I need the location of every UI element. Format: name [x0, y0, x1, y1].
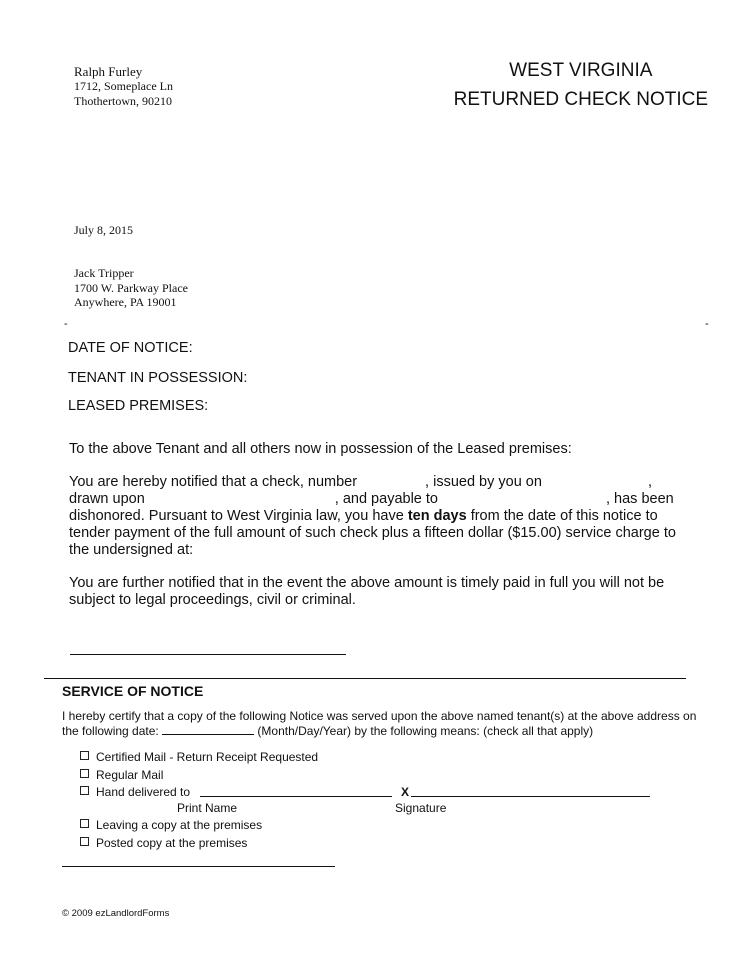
- checkbox-regular-mail[interactable]: [80, 769, 89, 778]
- checkbox-certified-mail[interactable]: [80, 751, 89, 760]
- p1-text-c: ,: [647, 474, 652, 490]
- p1-text-b: , issued by you on: [425, 474, 542, 490]
- print-name-caption: Print Name: [177, 801, 238, 815]
- checkbox-hand-delivered[interactable]: [80, 786, 89, 795]
- right-tick-mark: -: [705, 318, 709, 330]
- p1-text-g: dishonored. Pursuant to West Virginia law, you have: [69, 508, 404, 524]
- letter-date: July 8, 2015: [74, 223, 134, 237]
- sender-address-line2: Thothertown, 90210: [74, 94, 172, 108]
- recipient-block: [74, 266, 188, 310]
- p1-text-a: You are hereby notified that a check, number: [69, 474, 358, 490]
- print-name-line: [200, 796, 392, 797]
- checkbox-posted-copy[interactable]: [80, 837, 89, 846]
- recipient-name: Jack Tripper: [74, 266, 134, 280]
- sender-block: [74, 64, 173, 109]
- recipient-address-line1: 1700 W. Parkway Place: [74, 280, 188, 295]
- p1-text-d: drawn upon: [69, 491, 145, 507]
- option-hand-delivered: [80, 785, 190, 799]
- notice-paragraph-1: [69, 474, 689, 559]
- recipient-address-line2: Anywhere, PA 19001: [74, 295, 177, 309]
- salutation: To the above Tenant and all others now in possession of the Leased premises:: [69, 441, 572, 457]
- option-leaving-copy: [80, 818, 262, 832]
- option-regular-label: Regular Mail: [96, 768, 164, 782]
- signature-x-mark: X: [401, 785, 410, 799]
- left-tick-mark: -: [64, 318, 68, 330]
- server-signature-line: [62, 866, 335, 867]
- service-text-a: I hereby certify that a copy of the following Notice was served upon the above named tenant(s) at the above address on the following date:: [62, 709, 697, 738]
- option-posted-copy: [80, 836, 247, 850]
- option-regular-mail: [80, 768, 163, 782]
- option-certified-label: Certified Mail - Return Receipt Requested: [96, 750, 319, 764]
- option-certified-mail: [80, 750, 318, 764]
- p1-text-h: from the date of this notice to tender payment of the full amount of such check plus a fifteen dollar ($15.00) service charge to the undersigned at:: [69, 508, 676, 558]
- title-line1: WEST VIRGINIA: [509, 60, 653, 81]
- checkbox-leaving-copy[interactable]: [80, 819, 89, 828]
- section-divider: [44, 678, 686, 679]
- option-leaving-label: Leaving a copy at the premises: [96, 818, 263, 832]
- leased-premises-label: LEASED PREMISES:: [68, 398, 209, 414]
- copyright-footer: © 2009 ezLandlordForms: [62, 908, 170, 919]
- p1-text-f: , has been: [605, 491, 674, 507]
- ten-days-emphasis: ten days: [407, 508, 467, 524]
- service-date-blank: [162, 724, 254, 735]
- service-text-b: (Month/Day/Year) by the following means: (check all that apply): [257, 724, 594, 738]
- notice-paragraph-2: You are further notified that in the event the above amount is timely paid in full you will not be subject to legal proceedings, civil or criminal.: [69, 575, 665, 608]
- signature-line: [411, 796, 650, 797]
- date-of-notice-label: DATE OF NOTICE:: [68, 340, 193, 356]
- p1-text-e: , and payable to: [334, 491, 438, 507]
- option-posted-label: Posted copy at the premises: [96, 836, 248, 850]
- sender-name: Ralph Furley: [74, 64, 143, 79]
- option-hand-label: Hand delivered to: [96, 785, 191, 799]
- document-title: [454, 56, 708, 114]
- service-of-notice-heading: SERVICE OF NOTICE: [62, 683, 204, 699]
- signature-caption: Signature: [395, 801, 447, 815]
- tenant-in-possession-label: TENANT IN POSSESSION:: [68, 370, 248, 386]
- service-certification-text: [62, 709, 702, 739]
- title-line2: RETURNED CHECK NOTICE: [453, 89, 708, 110]
- sender-address-line1: 1712, Someplace Ln: [74, 79, 173, 93]
- landlord-signature-line: [70, 654, 346, 655]
